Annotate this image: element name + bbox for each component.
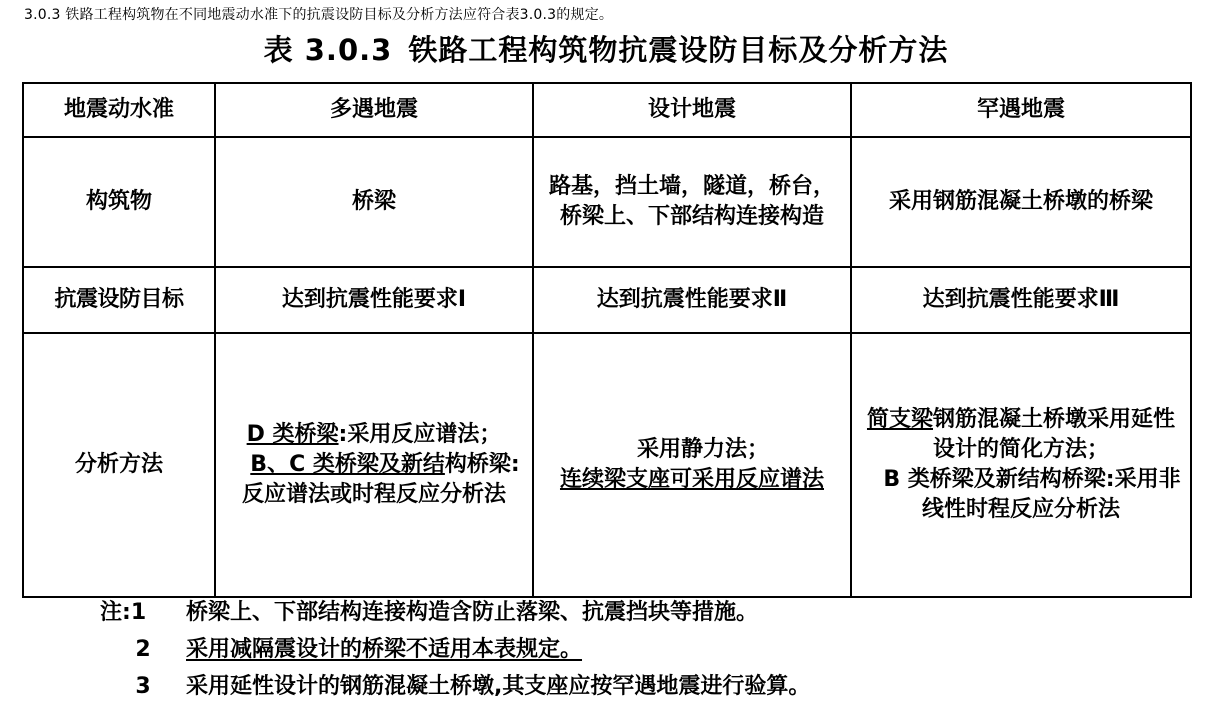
- seismic-design-table: [22, 82, 1192, 598]
- method-frequent-underline-2: B、C 类桥梁及新结: [250, 452, 445, 477]
- cell-structure-rare: 采用钢筋混凝土桥墩的桥梁: [851, 137, 1191, 267]
- note-item: [100, 631, 1200, 668]
- column-header-design: 设计地震: [533, 83, 851, 137]
- column-header-frequent: 多遇地震: [215, 83, 533, 137]
- method-frequent-rest-2: 构桥梁:反应谱法或时程反应分析法: [241, 452, 520, 507]
- method-design-line1: 采用静力法；: [636, 437, 769, 462]
- note-text-2: 采用减隔震设计的桥梁不适用本表规定。: [186, 637, 583, 662]
- note-number-1: 1: [130, 600, 147, 625]
- note-text-1: 桥梁上、下部结构连接构造含防止落梁、抗震挡块等措施。: [186, 600, 759, 625]
- table-title: [0, 28, 1212, 69]
- table-title-text: 铁路工程构筑物抗震设防目标及分析方法: [408, 33, 949, 67]
- table-notes: [100, 594, 1200, 705]
- table-row: [23, 333, 1191, 597]
- note-item: [100, 594, 1200, 631]
- column-header-level: 地震动水准: [23, 83, 215, 137]
- notes-label: 注:1: [100, 600, 147, 625]
- method-design-line2: 连续梁支座可采用反应谱法: [559, 467, 824, 492]
- method-frequent-underline-1: D 类桥梁: [246, 422, 339, 447]
- table-row: [23, 137, 1191, 267]
- row-header-method: 分析方法: [23, 333, 215, 597]
- method-frequent-line2: [224, 450, 524, 510]
- table-header-row: [23, 83, 1191, 137]
- column-header-rare: 罕遇地震: [851, 83, 1191, 137]
- method-frequent-line1: [224, 420, 524, 450]
- row-header-structure: 构筑物: [23, 137, 215, 267]
- method-rare-rest-1: 钢筋混凝土桥墩采用延性设计的简化方法；: [932, 407, 1176, 462]
- cell-structure-design: 路基，挡土墙，隧道，桥台，桥梁上、下部结构连接构造: [533, 137, 851, 267]
- cell-method-design: [533, 333, 851, 597]
- cell-goal-rare: 达到抗震性能要求Ⅲ: [851, 267, 1191, 333]
- clause-text: 3.0.3 铁路工程构筑物在不同地震动水准下的抗震设防目标及分析方法应符合表3.0.3的规定。: [24, 7, 614, 23]
- method-rare-line2: B 类桥梁及新结构桥梁:采用非线性时程反应分析法: [883, 467, 1181, 522]
- row-header-goal: 抗震设防目标: [23, 267, 215, 333]
- table-number: 表 3.0.3: [263, 33, 393, 67]
- method-rare-underline-1: 简支梁: [866, 407, 933, 432]
- note-item: [100, 668, 1200, 705]
- note-number-2: 2: [135, 637, 151, 662]
- note-text-3: 采用延性设计的钢筋混凝土桥墩,其支座应按罕遇地震进行验算。: [186, 674, 811, 699]
- cell-method-frequent: [215, 333, 533, 597]
- method-rare-line1: [860, 405, 1182, 465]
- table-row: [23, 267, 1191, 333]
- cell-method-rare: [851, 333, 1191, 597]
- cell-structure-frequent: 桥梁: [215, 137, 533, 267]
- method-frequent-rest-1: :采用反应谱法；: [338, 422, 502, 447]
- note-number-3: 3: [135, 674, 151, 699]
- cell-goal-design: 达到抗震性能要求Ⅱ: [533, 267, 851, 333]
- cell-goal-frequent: 达到抗震性能要求Ⅰ: [215, 267, 533, 333]
